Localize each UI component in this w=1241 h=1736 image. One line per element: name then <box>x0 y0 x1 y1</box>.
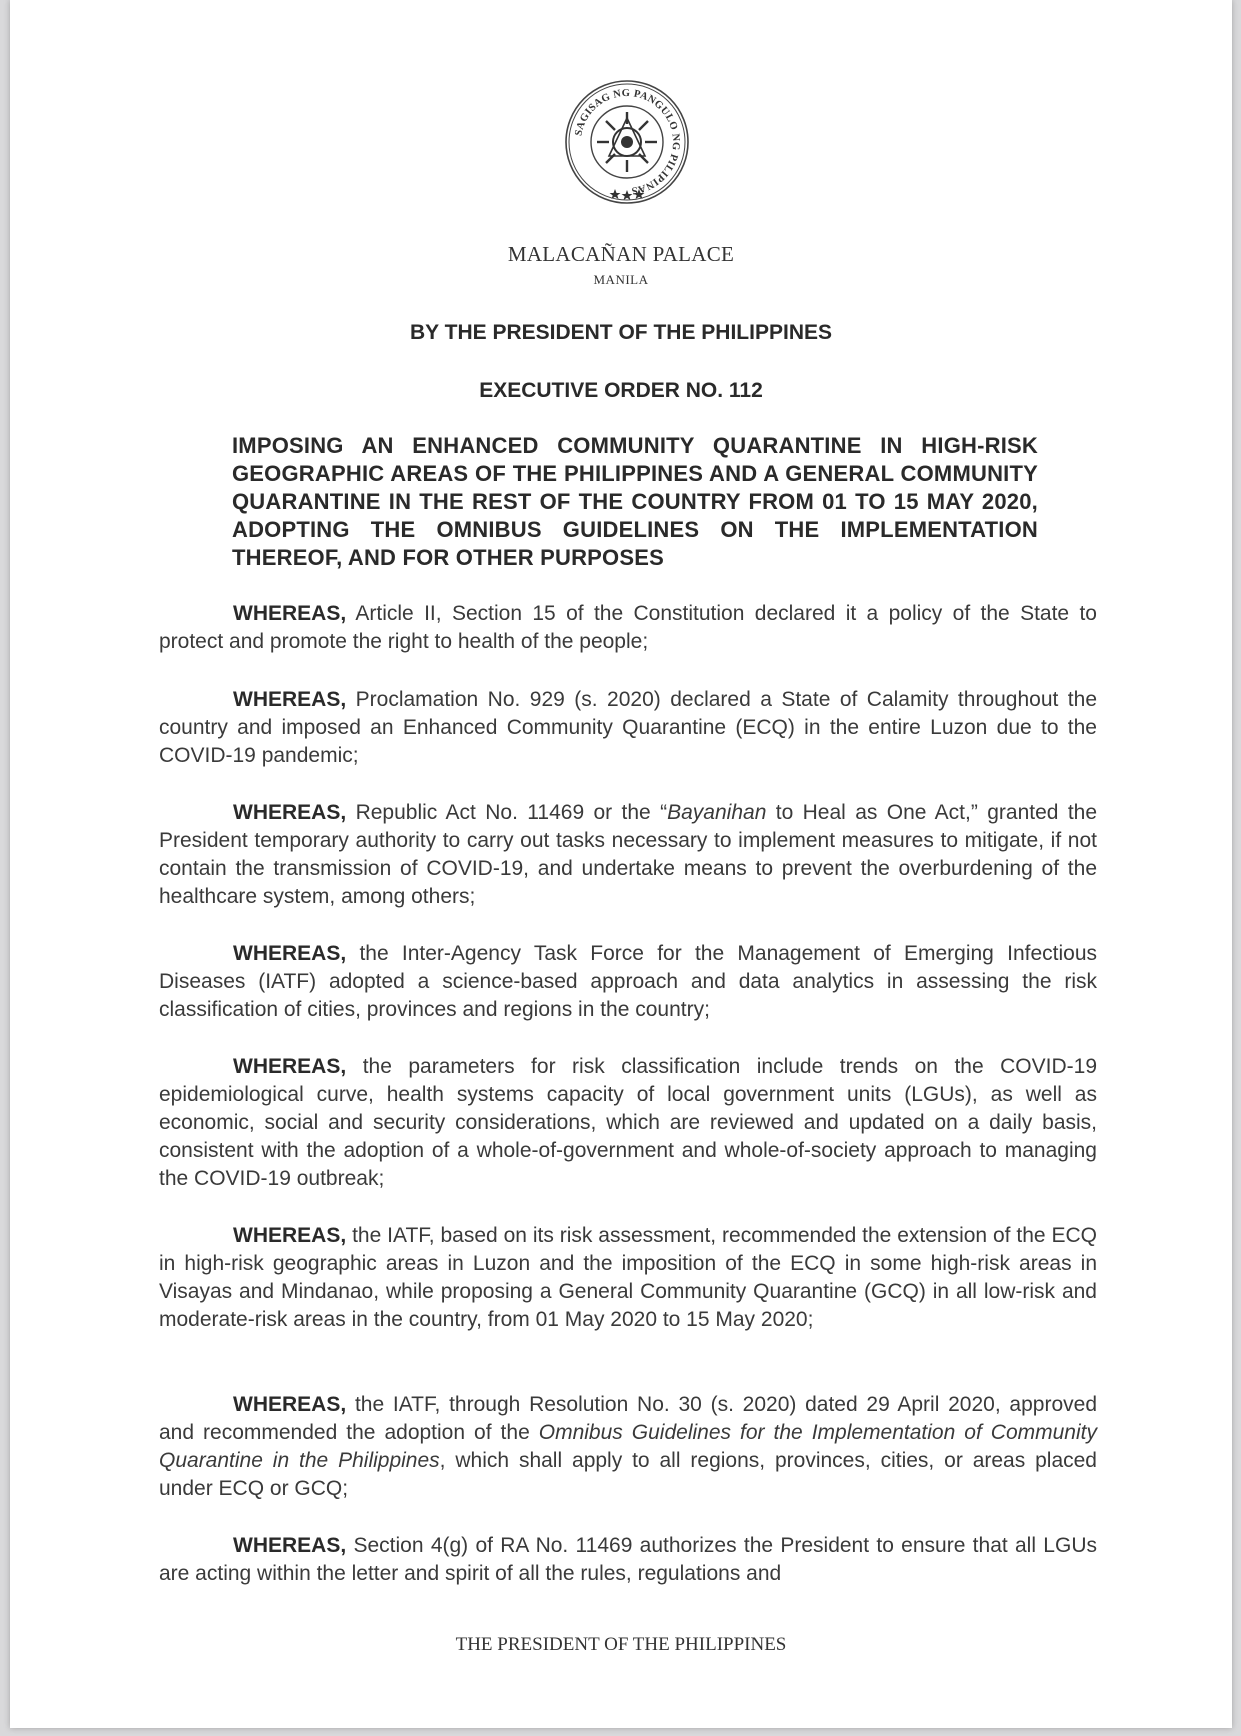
svg-text:SAGISAG NG PANGULO NG PILIPINA: SAGISAG NG PANGULO NG PILIPINAS <box>573 87 682 196</box>
page-footer: THE PRESIDENT OF THE PHILIPPINES <box>455 1634 787 1655</box>
order-title: IMPOSING AN ENHANCED COMMUNITY QUARANTINE IN HIGH-RISK GEOGRAPHIC AREAS OF THE PHILIPPINES AND A GENERAL COMMUNITY QUARANTINE IN THE REST OF THE COUNTRY FROM 01 TO 15 MAY 2020, ADOPTING THE OMNIBUS GUIDELINES ON THE IMPLEMENTATION THEREOF, AND FOR OTHER PURPOSES <box>232 433 1038 570</box>
clause-text-cont: , which shall apply to all regions, provinces, cities, or areas placed under ECQ or GCQ; <box>159 1449 1097 1500</box>
document-page <box>10 0 1232 1728</box>
clause-lead: WHEREAS, <box>233 801 347 824</box>
whereas-clause-3 <box>159 799 1097 911</box>
presidential-seal-icon <box>563 78 691 206</box>
palace-name: MALACAÑAN PALACE <box>507 242 735 266</box>
clause-lead: WHEREAS, <box>233 1534 347 1557</box>
issuing-authority: BY THE PRESIDENT OF THE PHILIPPINES <box>409 321 832 344</box>
clause-text: Republic Act No. 11469 or the “ <box>355 801 668 824</box>
clause-text: the parameters for risk classification include trends on the COVID-19 epidemiological curve, health systems capacity of local government units (LGUs), as well as economic, social and security considerations, which are reviewed and updated on a daily basis, consistent with the adoption of a whole-of-government and whole-of-society approach to managing the COVID-19 outbreak; <box>159 1055 1098 1190</box>
clause-lead: WHEREAS, <box>233 1055 347 1078</box>
clause-lead: WHEREAS, <box>233 942 347 965</box>
clause-lead: WHEREAS, <box>233 1393 347 1416</box>
clause-text: the IATF, through Resolution No. 30 (s. 2020) dated 29 April 2020, approved and recommended the adoption of the <box>159 1393 1098 1444</box>
clause-italic: Omnibus Guidelines for the Implementation of Community Quarantine in the Philippines <box>159 1421 1097 1472</box>
clause-text: Proclamation No. 929 (s. 2020) declared a State of Calamity throughout the country and imposed an Enhanced Community Quarantine (ECQ) in the entire Luzon due to the COVID-19 pandemic; <box>159 688 1097 767</box>
clause-lead: WHEREAS, <box>233 688 347 711</box>
whereas-clause-1 <box>159 600 1097 656</box>
clause-text-cont: to Heal as One Act,” granted the President temporary authority to carry out tasks necessary to implement measures to mitigate, if not contain the transmission of COVID-19, and undertake means to prevent the overburdening of the healthcare system, among others; <box>159 801 1098 908</box>
clause-text: the Inter-Agency Task Force for the Management of Emerging Infectious Diseases (IATF) adopted a science-based approach and data analytics in assessing the risk classification of cities, provinces and regions in the country; <box>159 942 1097 1021</box>
whereas-clause-5 <box>159 1053 1097 1193</box>
clause-lead: WHEREAS, <box>233 1224 347 1247</box>
clause-text: Article II, Section 15 of the Constitution declared it a policy of the State to protect and promote the right to health of the people; <box>159 602 1097 653</box>
clause-italic: Bayanihan <box>667 801 767 824</box>
palace-city: MANILA <box>593 272 649 287</box>
whereas-clause-8 <box>159 1532 1097 1588</box>
whereas-clause-6 <box>159 1222 1097 1334</box>
whereas-clause-4 <box>159 940 1097 1024</box>
clause-text: Section 4(g) of RA No. 11469 authorizes the President to ensure that all LGUs are acting within the letter and spirit of all the rules, regulations and <box>159 1534 1097 1585</box>
whereas-clause-7 <box>159 1391 1097 1503</box>
order-number: EXECUTIVE ORDER NO. 112 <box>479 379 763 402</box>
clause-lead: WHEREAS, <box>233 602 347 625</box>
clause-text: the IATF, based on its risk assessment, recommended the extension of the ECQ in high-risk geographic areas in Luzon and the imposition of the ECQ in some high-risk areas in Visayas and Mindanao, while proposing a General Community Quarantine (GCQ) in all low-risk and moderate-risk areas in the country, from 01 May 2020 to 15 May 2020; <box>159 1224 1097 1331</box>
whereas-clause-2 <box>159 686 1097 770</box>
